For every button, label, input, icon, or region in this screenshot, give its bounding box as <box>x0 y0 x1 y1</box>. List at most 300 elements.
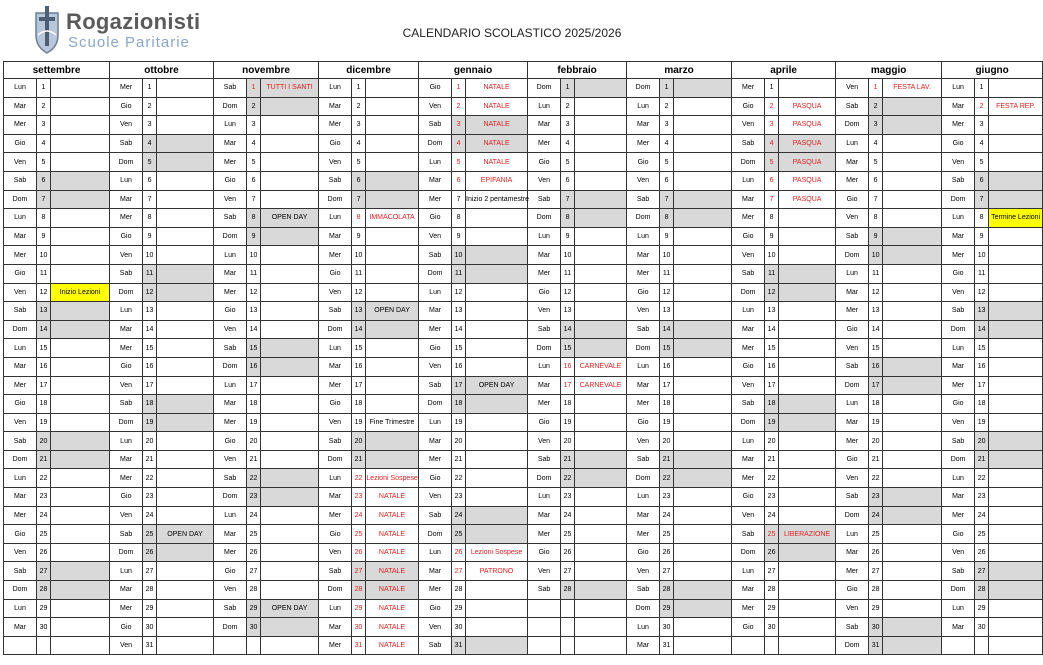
empty-cell <box>732 636 765 655</box>
day-number-cell: 21 <box>452 450 466 469</box>
weekday-cell: Sab <box>4 562 37 581</box>
day-number-cell: 18 <box>452 395 466 414</box>
event-cell <box>466 581 528 600</box>
day-number-cell: 8 <box>660 209 674 228</box>
event-cell <box>261 395 319 414</box>
event-cell <box>51 357 110 376</box>
event-cell <box>883 209 942 228</box>
weekday-cell: Sab <box>110 264 143 283</box>
event-cell <box>157 581 214 600</box>
day-number-cell: 29 <box>975 599 989 618</box>
day-number-cell: 1 <box>975 79 989 98</box>
event-cell <box>575 469 627 488</box>
weekday-cell: Mer <box>627 525 660 544</box>
weekday-cell: Lun <box>419 283 452 302</box>
month-header-gennaio: gennaio <box>419 62 528 79</box>
event-cell <box>779 450 836 469</box>
empty-cell <box>942 636 975 655</box>
day-number-cell: 9 <box>247 227 261 246</box>
weekday-cell: Mar <box>319 227 352 246</box>
event-cell <box>261 506 319 525</box>
weekday-cell: Ven <box>4 153 37 172</box>
event-cell <box>366 283 419 302</box>
event-cell <box>883 506 942 525</box>
event-cell <box>779 618 836 637</box>
weekday-cell: Lun <box>836 525 869 544</box>
event-cell <box>366 264 419 283</box>
day-number-cell: 15 <box>143 339 157 358</box>
day-number-cell: 16 <box>352 357 366 376</box>
event-cell <box>674 581 732 600</box>
event-cell <box>51 488 110 507</box>
event-cell <box>157 636 214 655</box>
day-number-cell: 10 <box>660 246 674 265</box>
weekday-cell: Ven <box>110 246 143 265</box>
weekday-cell: Mar <box>4 618 37 637</box>
weekday-cell: Gio <box>528 543 561 562</box>
day-number-cell: 14 <box>143 320 157 339</box>
weekday-cell: Gio <box>110 618 143 637</box>
weekday-cell: Lun <box>110 562 143 581</box>
event-cell: PASQUA <box>779 171 836 190</box>
event-cell <box>575 209 627 228</box>
event-cell <box>575 525 627 544</box>
day-number-cell: 20 <box>452 432 466 451</box>
event-cell: PASQUA <box>779 153 836 172</box>
weekday-cell: Ven <box>836 469 869 488</box>
day-number-cell: 7 <box>37 190 51 209</box>
event-cell <box>779 581 836 600</box>
day-number-cell: 4 <box>37 134 51 153</box>
weekday-cell: Sab <box>528 581 561 600</box>
event-cell <box>157 134 214 153</box>
weekday-cell: Sab <box>732 525 765 544</box>
weekday-cell: Lun <box>419 413 452 432</box>
day-number-cell: 17 <box>143 376 157 395</box>
event-cell <box>989 227 1043 246</box>
day-number-cell: 26 <box>765 543 779 562</box>
day-number-cell: 28 <box>247 581 261 600</box>
event-cell <box>261 618 319 637</box>
weekday-cell: Mer <box>942 506 975 525</box>
event-cell <box>575 432 627 451</box>
weekday-cell: Lun <box>110 432 143 451</box>
event-cell <box>674 413 732 432</box>
event-cell <box>51 618 110 637</box>
weekday-cell: Dom <box>627 469 660 488</box>
weekday-cell: Dom <box>528 209 561 228</box>
event-cell <box>51 190 110 209</box>
weekday-cell: Lun <box>942 339 975 358</box>
event-cell <box>674 302 732 321</box>
weekday-cell: Sab <box>836 227 869 246</box>
day-number-cell: 24 <box>975 506 989 525</box>
day-number-cell: 20 <box>247 432 261 451</box>
weekday-cell: Sab <box>836 357 869 376</box>
event-cell <box>883 636 942 655</box>
weekday-cell: Gio <box>627 283 660 302</box>
day-number-cell: 23 <box>561 488 575 507</box>
event-cell: OPEN DAY <box>157 525 214 544</box>
weekday-cell: Dom <box>942 450 975 469</box>
event-cell <box>261 581 319 600</box>
day-number-cell: 26 <box>869 543 883 562</box>
weekday-cell: Ven <box>942 413 975 432</box>
day-number-cell: 1 <box>37 79 51 98</box>
event-cell <box>883 432 942 451</box>
day-row <box>4 543 1043 562</box>
day-number-cell: 9 <box>352 227 366 246</box>
weekday-cell: Dom <box>319 320 352 339</box>
day-number-cell: 23 <box>143 488 157 507</box>
event-cell <box>366 79 419 98</box>
weekday-cell: Mer <box>836 302 869 321</box>
day-number-cell: 26 <box>975 543 989 562</box>
weekday-cell: Sab <box>627 450 660 469</box>
event-cell <box>157 153 214 172</box>
weekday-cell: Ven <box>627 562 660 581</box>
weekday-cell: Ven <box>528 432 561 451</box>
weekday-cell: Gio <box>732 488 765 507</box>
event-cell <box>674 97 732 116</box>
weekday-cell: Sab <box>942 562 975 581</box>
day-number-cell: 29 <box>143 599 157 618</box>
month-header-row <box>4 62 1043 79</box>
event-cell <box>51 376 110 395</box>
event-cell <box>261 562 319 581</box>
event-cell <box>575 190 627 209</box>
event-cell <box>157 209 214 228</box>
weekday-cell: Sab <box>214 209 247 228</box>
event-cell <box>575 97 627 116</box>
event-cell: Lezioni Sospese <box>366 469 419 488</box>
weekday-cell: Mer <box>319 246 352 265</box>
event-cell <box>466 469 528 488</box>
weekday-cell: Mer <box>319 116 352 135</box>
day-row <box>4 190 1043 209</box>
event-cell <box>674 506 732 525</box>
event-cell <box>466 339 528 358</box>
weekday-cell: Lun <box>627 227 660 246</box>
event-cell <box>674 264 732 283</box>
day-number-cell: 13 <box>561 302 575 321</box>
event-cell <box>157 190 214 209</box>
event-cell <box>674 79 732 98</box>
weekday-cell: Lun <box>627 618 660 637</box>
event-cell <box>989 153 1043 172</box>
event-cell: NATALE <box>366 525 419 544</box>
weekday-cell: Sab <box>419 376 452 395</box>
weekday-cell: Gio <box>110 97 143 116</box>
day-row <box>4 302 1043 321</box>
day-number-cell: 28 <box>352 581 366 600</box>
day-number-cell: 16 <box>561 357 575 376</box>
day-number-cell: 9 <box>660 227 674 246</box>
day-number-cell: 19 <box>247 413 261 432</box>
event-cell <box>989 246 1043 265</box>
weekday-cell: Ven <box>319 543 352 562</box>
event-cell <box>883 134 942 153</box>
weekday-cell: Dom <box>419 395 452 414</box>
day-number-cell: 14 <box>37 320 51 339</box>
event-cell <box>575 562 627 581</box>
weekday-cell: Mar <box>836 413 869 432</box>
event-cell <box>157 302 214 321</box>
event-cell <box>157 171 214 190</box>
day-number-cell: 4 <box>452 134 466 153</box>
day-number-cell: 1 <box>561 79 575 98</box>
day-number-cell: 7 <box>352 190 366 209</box>
event-cell <box>157 97 214 116</box>
day-row <box>4 79 1043 98</box>
event-cell <box>261 134 319 153</box>
event-cell <box>466 636 528 655</box>
event-cell <box>779 209 836 228</box>
day-row <box>4 227 1043 246</box>
weekday-cell: Dom <box>4 190 37 209</box>
day-number-cell: 23 <box>765 488 779 507</box>
event-cell: NATALE <box>366 636 419 655</box>
weekday-cell: Gio <box>4 395 37 414</box>
weekday-cell: Mar <box>419 432 452 451</box>
month-header-novembre: novembre <box>214 62 319 79</box>
event-cell <box>674 283 732 302</box>
day-number-cell: 1 <box>352 79 366 98</box>
event-cell <box>779 264 836 283</box>
weekday-cell: Mer <box>110 339 143 358</box>
event-cell <box>51 209 110 228</box>
day-number-cell: 1 <box>143 79 157 98</box>
event-cell <box>674 562 732 581</box>
event-cell <box>674 469 732 488</box>
event-cell <box>51 450 110 469</box>
weekday-cell: Dom <box>836 246 869 265</box>
weekday-cell: Mar <box>214 264 247 283</box>
day-number-cell: 6 <box>37 171 51 190</box>
event-cell <box>883 357 942 376</box>
event-cell <box>261 190 319 209</box>
event-cell: LIBERAZIONE <box>779 525 836 544</box>
weekday-cell: Mar <box>110 581 143 600</box>
empty-cell <box>528 636 561 655</box>
day-number-cell: 11 <box>975 264 989 283</box>
weekday-cell: Gio <box>110 227 143 246</box>
weekday-cell: Dom <box>319 190 352 209</box>
day-number-cell: 8 <box>143 209 157 228</box>
day-number-cell: 11 <box>561 264 575 283</box>
event-cell <box>575 413 627 432</box>
event-cell <box>466 395 528 414</box>
event-cell: Inizio Lezioni <box>51 283 110 302</box>
weekday-cell: Sab <box>214 599 247 618</box>
event-cell <box>883 339 942 358</box>
event-cell <box>883 581 942 600</box>
day-number-cell: 19 <box>660 413 674 432</box>
day-number-cell: 5 <box>143 153 157 172</box>
weekday-cell: Mar <box>627 506 660 525</box>
month-header-giugno: giugno <box>942 62 1043 79</box>
weekday-cell: Ven <box>627 302 660 321</box>
event-cell <box>883 413 942 432</box>
weekday-cell: Mer <box>4 506 37 525</box>
event-cell <box>575 320 627 339</box>
weekday-cell: Ven <box>942 283 975 302</box>
event-cell: EPIFANIA <box>466 171 528 190</box>
weekday-cell: Mar <box>419 302 452 321</box>
event-cell <box>466 525 528 544</box>
weekday-cell: Lun <box>214 506 247 525</box>
day-number-cell: 25 <box>247 525 261 544</box>
day-number-cell: 19 <box>37 413 51 432</box>
event-cell <box>989 469 1043 488</box>
day-number-cell: 27 <box>352 562 366 581</box>
day-number-cell: 12 <box>869 283 883 302</box>
weekday-cell: Lun <box>627 488 660 507</box>
weekday-cell: Gio <box>419 599 452 618</box>
day-number-cell: 1 <box>452 79 466 98</box>
day-number-cell: 11 <box>352 264 366 283</box>
empty-cell <box>4 636 37 655</box>
weekday-cell: Ven <box>110 636 143 655</box>
event-cell: NATALE <box>366 488 419 507</box>
event-cell <box>575 264 627 283</box>
day-number-cell: 7 <box>143 190 157 209</box>
day-number-cell: 19 <box>352 413 366 432</box>
weekday-cell: Dom <box>836 506 869 525</box>
day-row <box>4 357 1043 376</box>
day-number-cell: 28 <box>452 581 466 600</box>
weekday-cell: Dom <box>627 339 660 358</box>
day-number-cell: 25 <box>452 525 466 544</box>
weekday-cell: Ven <box>319 283 352 302</box>
day-number-cell: 2 <box>452 97 466 116</box>
weekday-cell: Ven <box>319 153 352 172</box>
day-number-cell: 10 <box>452 246 466 265</box>
day-number-cell: 30 <box>37 618 51 637</box>
weekday-cell: Sab <box>942 302 975 321</box>
day-number-cell: 24 <box>37 506 51 525</box>
day-number-cell: 3 <box>247 116 261 135</box>
weekday-cell: Mer <box>4 116 37 135</box>
weekday-cell: Ven <box>732 506 765 525</box>
event-cell <box>989 562 1043 581</box>
weekday-cell: Gio <box>627 543 660 562</box>
day-number-cell: 18 <box>869 395 883 414</box>
day-number-cell: 8 <box>247 209 261 228</box>
event-cell: NATALE <box>366 506 419 525</box>
event-cell <box>466 357 528 376</box>
day-number-cell: 2 <box>869 97 883 116</box>
weekday-cell: Ven <box>836 339 869 358</box>
day-number-cell: 26 <box>37 543 51 562</box>
weekday-cell: Sab <box>627 581 660 600</box>
weekday-cell: Sab <box>627 190 660 209</box>
day-number-cell: 18 <box>975 395 989 414</box>
weekday-cell: Ven <box>214 581 247 600</box>
day-number-cell: 14 <box>352 320 366 339</box>
weekday-cell: Lun <box>319 339 352 358</box>
weekday-cell: Mar <box>4 227 37 246</box>
event-cell <box>261 97 319 116</box>
day-number-cell: 13 <box>352 302 366 321</box>
event-cell <box>674 543 732 562</box>
day-number-cell: 2 <box>561 97 575 116</box>
day-number-cell: 2 <box>143 97 157 116</box>
day-number-cell: 8 <box>561 209 575 228</box>
event-cell <box>779 376 836 395</box>
weekday-cell: Sab <box>732 395 765 414</box>
day-number-cell: 26 <box>452 543 466 562</box>
event-cell <box>51 339 110 358</box>
day-number-cell: 4 <box>975 134 989 153</box>
weekday-cell: Ven <box>942 153 975 172</box>
day-number-cell: 27 <box>37 562 51 581</box>
day-number-cell: 3 <box>869 116 883 135</box>
weekday-cell: Mar <box>4 488 37 507</box>
weekday-cell: Sab <box>4 432 37 451</box>
day-number-cell: 23 <box>352 488 366 507</box>
event-cell: Lezioni Sospese <box>466 543 528 562</box>
event-cell <box>989 134 1043 153</box>
weekday-cell: Mer <box>528 264 561 283</box>
day-number-cell: 17 <box>765 376 779 395</box>
weekday-cell: Dom <box>836 116 869 135</box>
weekday-cell: Ven <box>419 488 452 507</box>
weekday-cell: Gio <box>419 339 452 358</box>
day-number-cell: 5 <box>247 153 261 172</box>
weekday-cell: Lun <box>528 97 561 116</box>
weekday-cell: Mar <box>4 97 37 116</box>
weekday-cell: Sab <box>214 79 247 98</box>
event-cell <box>779 246 836 265</box>
weekday-cell: Sab <box>942 171 975 190</box>
weekday-cell: Lun <box>4 79 37 98</box>
event-cell <box>883 153 942 172</box>
weekday-cell: Mar <box>214 395 247 414</box>
event-cell: PASQUA <box>779 116 836 135</box>
weekday-cell: Dom <box>110 413 143 432</box>
day-number-cell: 21 <box>143 450 157 469</box>
day-number-cell: 19 <box>561 413 575 432</box>
event-cell <box>575 302 627 321</box>
day-number-cell: 1 <box>869 79 883 98</box>
event-cell <box>989 506 1043 525</box>
day-number-cell: 4 <box>869 134 883 153</box>
event-cell <box>157 599 214 618</box>
day-number-cell: 24 <box>765 506 779 525</box>
event-cell <box>883 469 942 488</box>
day-number-cell: 16 <box>37 357 51 376</box>
event-cell <box>51 97 110 116</box>
day-number-cell: 18 <box>561 395 575 414</box>
day-number-cell: 10 <box>561 246 575 265</box>
weekday-cell: Gio <box>942 264 975 283</box>
empty-cell <box>779 636 836 655</box>
event-cell <box>779 227 836 246</box>
day-number-cell: 4 <box>660 134 674 153</box>
event-cell <box>989 320 1043 339</box>
day-number-cell: 28 <box>975 581 989 600</box>
weekday-cell: Sab <box>836 618 869 637</box>
event-cell <box>157 413 214 432</box>
day-number-cell: 14 <box>975 320 989 339</box>
day-number-cell: 2 <box>975 97 989 116</box>
weekday-cell: Mer <box>732 209 765 228</box>
day-number-cell: 7 <box>660 190 674 209</box>
day-number-cell: 20 <box>561 432 575 451</box>
day-number-cell: 27 <box>561 562 575 581</box>
day-number-cell: 22 <box>975 469 989 488</box>
